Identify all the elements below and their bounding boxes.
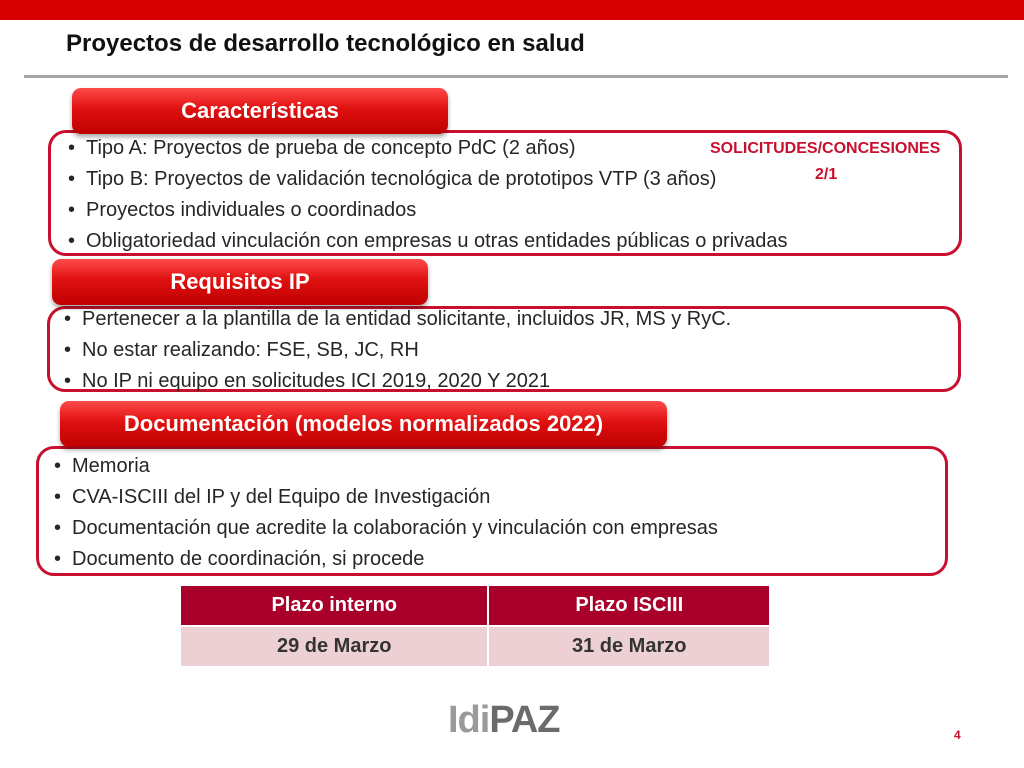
caracteristicas-heading: Características: [72, 88, 448, 134]
solicitudes-label: SOLICITUDES/CONCESIONES: [710, 140, 941, 157]
list-item: • Memoria: [54, 451, 718, 482]
table-row: [181, 626, 769, 666]
table-header-row: [181, 586, 769, 626]
table-header-cell: Plazo interno: [181, 586, 488, 626]
logo-part-idi: Idi: [448, 699, 490, 741]
top-red-bar: [0, 0, 1024, 20]
list-item: • Tipo B: Proyectos de validación tecnológica de prototipos VTP (3 años): [68, 164, 788, 195]
slide-title: Proyectos de desarrollo tecnológico en salud: [66, 30, 585, 57]
logo-part-paz: PAZ: [489, 699, 560, 741]
list-item: • Obligatoriedad vinculación con empresas u otras entidades públicas o privadas: [68, 226, 788, 257]
list-item: • Proyectos individuales o coordinados: [68, 195, 788, 226]
list-item: • Tipo A: Proyectos de prueba de concepto PdC (2 años): [68, 133, 788, 164]
solicitudes-value: 2/1: [815, 166, 838, 183]
table-cell: 29 de Marzo: [181, 626, 488, 666]
title-divider: [24, 75, 1008, 78]
page-number: 4: [954, 728, 961, 742]
table-cell: 31 de Marzo: [488, 626, 769, 666]
requisitos-heading: Requisitos IP: [52, 259, 428, 305]
documentacion-heading: Documentación (modelos normalizados 2022): [60, 401, 667, 447]
table-header-cell: Plazo ISCIII: [488, 586, 769, 626]
list-item: • Pertenecer a la plantilla de la entidad solicitante, incluidos JR, MS y RyC.: [64, 304, 731, 335]
list-item: • Documento de coordinación, si procede: [54, 544, 718, 575]
requisitos-list: [64, 304, 731, 397]
list-item: • No IP ni equipo en solicitudes ICI 2019, 2020 Y 2021: [64, 366, 731, 397]
documentacion-list: [54, 451, 718, 575]
list-item: • No estar realizando: FSE, SB, JC, RH: [64, 335, 731, 366]
deadlines-table: [181, 586, 769, 666]
caracteristicas-list: [68, 133, 788, 257]
idipaz-logo: [448, 700, 560, 740]
list-item: • Documentación que acredite la colaboración y vinculación con empresas: [54, 513, 718, 544]
list-item: • CVA-ISCIII del IP y del Equipo de Investigación: [54, 482, 718, 513]
